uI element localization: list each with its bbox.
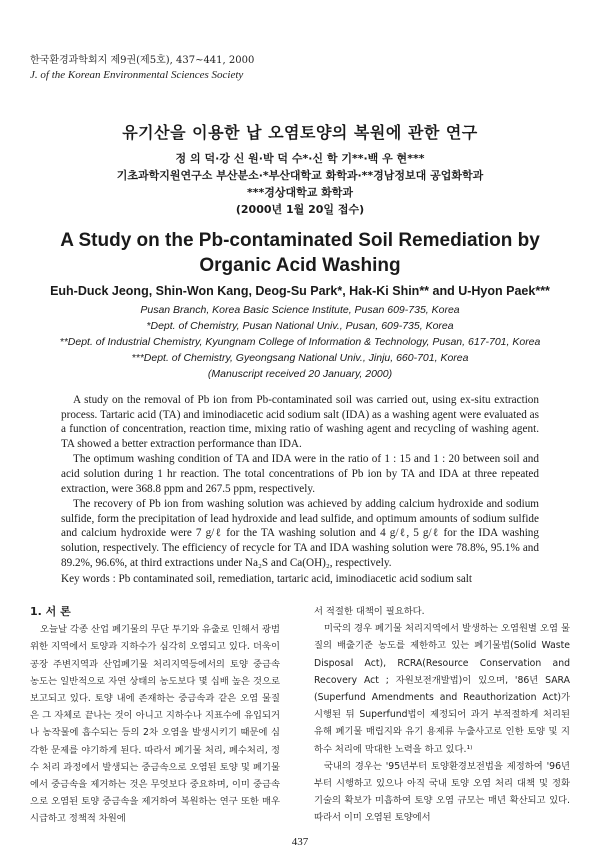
keywords: Key words : Pb contaminated soil, remediation, tartaric acid, iminodiacetic acid sodium salt: [61, 573, 473, 585]
affiliation-line: **Dept. of Industrial Chemistry, Kyungnam College of Information & Technology, Pusan, 617-701, Korea: [59, 336, 541, 348]
abstract-paragraph: A study on the removal of Pb ion from Pb-contaminated soil was carried out, using ex-situ extraction process. Tartaric acid (TA) and iminodiacetic acid sodium salt (IDA) as a washing agent were evaluated as a function of concentration, reaction time, mixing ratio of washing agent and recycling of washing agent. TA showed a better extraction performance than IDA.: [61, 394, 539, 450]
english-authors: Euh-Duck Jeong, Shin-Won Kang, Deog-Su Park*, Hak-Ki Shin** and U-Hyon Paek***: [50, 284, 550, 298]
journal-line-korean: 한국환경과학회지 제9권(제5호), 437~441, 2000: [30, 55, 255, 66]
page-number: 437: [291, 836, 309, 848]
body-paragraph: 미국의 경우 폐기물 처리지역에서 발생하는 오염원별 오염 물질의 배출기준 농도를 제한하고 있는 폐기물법(Solid Waste Disposal Act), RCRA(Resource Conservation and Recovery Act ; 자원보전개발법)이 있으며, '86년 SARA (Superfund Amendments and Reauthorization Act)가 시행된 뒤 Superfund법이 제정되어 과거 부적절하게 처리된 유해 폐기물 매립지와 유기 용제류 누출사고로 인한 토양 및 지하수 처리에 막대한 노력을 하고 있다.¹⁾: [314, 623, 570, 755]
abstract-paragraph: The recovery of Pb ion from washing solution was achieved by adding calcium hydroxide and sodium sulfide, form the precipitation of lead hydroxide and lead sulfide, and optimum amounts of sodium sulfide and calcium hydroxide were 7 g/ℓ for the TA washing solution and 4 g/ℓ, 5 g/ℓ for the IDA washing solution, respectively. The efficiency of recycle for TA and IDA washing solution were 78.8%, 95.1% and 89.2%, 96.6%, at third extractions under Na₂S and Ca(OH)₂, respectively.: [61, 498, 539, 569]
korean-received: (2000년 1월 20일 접수): [235, 203, 365, 216]
journal-header: [30, 53, 254, 83]
abstract: [61, 393, 539, 571]
body-paragraph: 오늘날 각종 산업 폐기물의 무단 투기와 유출로 인해서 광범위한 지역에서 토양과 지하수가 심각히 오염되고 있다. 더욱이 공장 주변지역과 산업폐기물 처리지역등에서의 토양 중금속 농도는 일반적으로 자연 상태의 농도보다 몇 십배 높은 것으로 보고되고 있다. 토양 내에 존재하는 중금속과 같은 오염 물질은 그 자체로 끝나는 것이 아니고 지하수나 지표수에 유입되거나 농작물에 흡수되는 등의 2차 오염을 발생시키기 때문에 심각한 문제를 야기하게 된다. 따라서 폐기물 처리, 폐수처리, 정수 처리 과정에서 발생되는 중금속으로 오염된 토양 및 폐기물에서 중금속을 제거하는 것은 무엇보다 중요하며, 이미 중금속으로 오염된 토양 중금속을 제거하여 복원하는 연구 또한 매우 시급하고 정책적 차원에: [30, 624, 280, 825]
korean-authors: 정 의 덕·강 신 원·박 덕 수*·신 학 기**·백 우 현***: [175, 152, 425, 165]
affiliation-line: *Dept. of Chemistry, Pusan National Univ., Pusan, 609-735, Korea: [146, 320, 454, 332]
korean-author-block: [0, 150, 600, 218]
korean-affiliation-1: 기초과학지원연구소 부산분소·*부산대학교 화학과·**경남정보대 공업화학과: [116, 169, 484, 182]
abstract-paragraph: The optimum washing condition of TA and IDA were in the ratio of 1 : 15 and 1 : 20 between soil and acid solution during 1 hr reaction. The total concentrations of Pb ion by TA and IDA at three repeated extraction, were 368.8 ppm and 267.5 ppm, respectively.: [61, 453, 539, 495]
korean-affiliation-2: ***경상대학교 화학과: [246, 186, 354, 199]
manuscript-received: (Manuscript received 20 January, 2000): [207, 368, 393, 380]
body-paragraph: 서 적절한 대책이 필요하다.: [314, 606, 425, 617]
affiliations: [0, 302, 600, 382]
english-title: A Study on the Pb-contaminated Soil Remediation by Organic Acid Washing: [60, 230, 540, 276]
affiliation-line: ***Dept. of Chemistry, Gyeongsang National Univ., Jinju, 660-701, Korea: [131, 352, 469, 364]
korean-title: 유기산을 이용한 납 오염토양의 복원에 관한 연구: [122, 123, 478, 142]
journal-line-english: J. of the Korean Environmental Sciences Society: [30, 69, 244, 81]
body-column-left: [30, 603, 280, 828]
body-column-right: [314, 603, 570, 827]
body-paragraph: 국내의 경우는 '95년부터 토양환경보전법을 제정하여 '96년부터 시행하고 있으나 아직 국내 토양 오염 처리 대책 및 정화 기술의 확보가 미흡하여 토양 오염 규모는 매년 확산되고 있다. 따라서 이미 오염된 토양에서: [314, 760, 570, 824]
affiliation-line: Pusan Branch, Korea Basic Science Institute, Pusan 609-735, Korea: [140, 304, 460, 316]
section-heading: 1. 서 론: [30, 605, 71, 618]
